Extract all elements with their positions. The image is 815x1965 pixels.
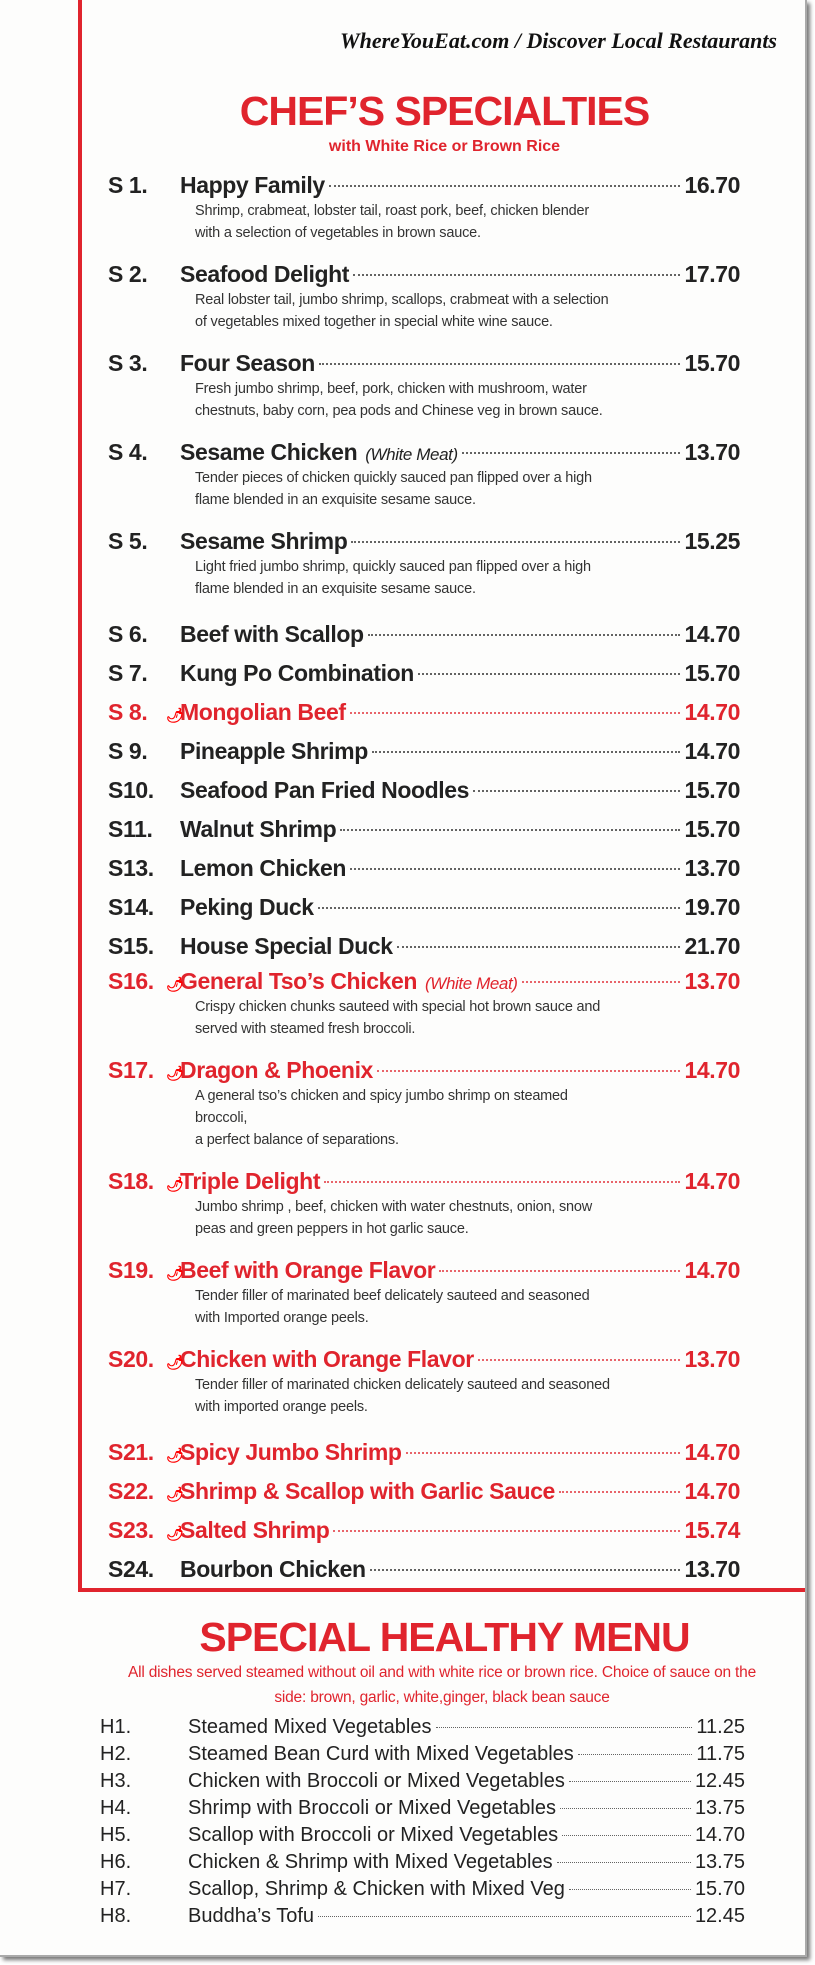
item-name: Happy Family [180, 172, 325, 198]
item-description: Shrimp, crabmeat, lobster tail, roast pork, beef, chicken blender [195, 203, 589, 219]
chefs-specialties-title: CHEF’S SPECIALTIES [239, 88, 650, 134]
item-price: 13.70 [684, 1346, 740, 1372]
item-description: with imported orange peels. [195, 1399, 368, 1415]
menu-item [108, 259, 740, 333]
menu-item [108, 927, 740, 966]
dot-leader [333, 1530, 680, 1532]
item-number: S21. [108, 1439, 154, 1465]
menu-item [108, 654, 740, 693]
item-description: Fresh jumbo shrimp, beef, pork, chicken with mushroom, water [195, 381, 587, 397]
item-description: Tender filler of marinated beef delicately sauteed and seasoned [195, 1288, 590, 1304]
dot-leader [353, 274, 680, 276]
healthy-menu-item [100, 1768, 745, 1795]
healthy-menu-item [100, 1795, 745, 1822]
item-price: 13.75 [694, 1797, 745, 1819]
item-price: 11.25 [696, 1716, 745, 1738]
menu-item [108, 437, 740, 511]
item-number: S24. [108, 1556, 154, 1582]
item-name: Bourbon Chicken [180, 1556, 366, 1582]
item-description: with a selection of vegetables in brown sauce. [195, 225, 481, 241]
item-name: Beef with Orange Flavor [180, 1257, 436, 1283]
item-number: H7. [100, 1878, 132, 1900]
menu-item [108, 1166, 740, 1240]
item-name: Chicken & Shrimp with Mixed Vegetables [188, 1851, 553, 1873]
item-note: (White Meat) [365, 445, 458, 464]
menu-item-row [108, 810, 740, 849]
dot-leader [397, 946, 681, 948]
spicy-pepper-icon: 🌶 [166, 976, 184, 992]
item-price: 13.75 [694, 1851, 745, 1873]
item-name: Steamed Bean Curd with Mixed Vegetables [188, 1743, 574, 1765]
item-description: broccoli, [195, 1110, 248, 1126]
item-description: of vegetables mixed together in special white wine sauce. [195, 314, 553, 330]
item-number: S 1. [108, 172, 148, 198]
item-name: General Tso’s Chicken [180, 968, 418, 994]
menu-item [108, 615, 740, 654]
spicy-pepper-icon: 🌶 [166, 1065, 184, 1081]
healthy-menu-item [100, 1822, 745, 1849]
menu-item-row [108, 1433, 740, 1472]
item-number: S 9. [108, 738, 148, 764]
menu-item-row [108, 437, 740, 467]
item-price: 15.25 [684, 528, 740, 554]
item-number: S10. [108, 777, 154, 803]
item-name: Walnut Shrimp [180, 816, 337, 842]
item-price: 14.70 [684, 1478, 740, 1504]
dot-leader [562, 1835, 691, 1836]
item-number: S22. [108, 1478, 154, 1504]
spicy-pepper-icon: 🌶 [166, 1176, 184, 1192]
menu-item [108, 888, 740, 927]
item-price: 12.45 [694, 1905, 745, 1927]
menu-item [108, 732, 740, 771]
menu-item-row [108, 1550, 740, 1589]
menu-item-row [108, 888, 740, 927]
item-price: 13.70 [684, 968, 740, 994]
menu-item-row [108, 526, 740, 556]
menu-item [108, 849, 740, 888]
item-name: Beef with Scallop [180, 621, 364, 647]
menu-item-row [108, 771, 740, 810]
healthy-menu-title: SPECIAL HEALTHY MENU [199, 1614, 690, 1660]
item-price: 21.70 [684, 933, 740, 959]
item-name: Sesame Shrimp [180, 528, 348, 554]
item-name: Chicken with Orange Flavor [180, 1346, 474, 1372]
menu-item-row [108, 966, 740, 996]
dot-leader [418, 673, 681, 675]
item-price: 15.70 [694, 1878, 745, 1900]
dot-leader [372, 751, 681, 753]
menu-item [108, 1055, 740, 1151]
menu-item [108, 1511, 740, 1550]
item-number: H6. [100, 1851, 132, 1873]
spicy-pepper-icon: 🌶 [166, 1447, 184, 1463]
dot-leader [406, 1452, 681, 1454]
item-number: S14. [108, 894, 154, 920]
item-name: Peking Duck [180, 894, 314, 920]
item-description: Tender pieces of chicken quickly sauced pan flipped over a high [195, 470, 592, 486]
red-border-left [78, 0, 82, 1592]
item-price: 14.70 [684, 699, 740, 725]
item-name: House Special Duck [180, 933, 393, 959]
dot-leader [559, 1491, 680, 1493]
item-number: S15. [108, 933, 154, 959]
item-number: S 2. [108, 261, 148, 287]
item-number: S16. [108, 968, 154, 994]
item-number: H1. [100, 1716, 132, 1738]
menu-item [108, 810, 740, 849]
item-price: 11.75 [696, 1743, 745, 1765]
dot-leader [368, 634, 681, 636]
dot-leader [436, 1727, 693, 1728]
menu-item-row [108, 732, 740, 771]
item-price: 15.70 [684, 350, 740, 376]
item-number: S 7. [108, 660, 148, 686]
menu-item [108, 170, 740, 244]
item-price: 16.70 [684, 172, 740, 198]
item-number: S13. [108, 855, 154, 881]
dot-leader [350, 868, 680, 870]
item-number: H5. [100, 1824, 132, 1846]
healthy-menu-item [100, 1849, 745, 1876]
item-number: S20. [108, 1346, 154, 1372]
dot-leader [319, 363, 681, 365]
item-note: (White Meat) [425, 974, 518, 993]
dot-leader [478, 1359, 681, 1361]
item-price: 15.70 [684, 777, 740, 803]
dot-leader [569, 1781, 691, 1782]
spicy-pepper-icon: 🌶 [166, 1265, 184, 1281]
site-banner: WhereYouEat.com / Discover Local Restaurants [340, 28, 777, 53]
item-description: served with steamed fresh broccoli. [195, 1021, 416, 1037]
item-number: S19. [108, 1257, 154, 1283]
item-price: 14.70 [684, 1057, 740, 1083]
item-name: Scallop with Broccoli or Mixed Vegetables [188, 1824, 559, 1846]
spicy-pepper-icon: 🌶 [166, 1486, 184, 1502]
item-price: 13.70 [684, 855, 740, 881]
item-number: S 5. [108, 528, 148, 554]
item-name: Sesame Chicken [180, 439, 358, 465]
menu-item-row [108, 1472, 740, 1511]
dot-leader [350, 712, 681, 714]
item-name: Dragon & Phoenix [180, 1057, 373, 1083]
item-name: Shrimp & Scallop with Garlic Sauce [180, 1478, 555, 1504]
menu-item-row [108, 348, 740, 378]
healthy-menu-item [100, 1876, 745, 1903]
item-price: 14.70 [694, 1824, 745, 1846]
dot-leader [329, 185, 681, 187]
item-description: Light fried jumbo shrimp, quickly sauced pan flipped over a high [195, 559, 591, 575]
item-price: 14.70 [684, 621, 740, 647]
spicy-pepper-icon: 🌶 [166, 707, 184, 723]
item-name: Four Season [180, 350, 315, 376]
item-number: S23. [108, 1517, 154, 1543]
item-name: Scallop, Shrimp & Chicken with Mixed Veg [188, 1878, 565, 1900]
item-name: Triple Delight [180, 1168, 321, 1194]
item-price: 15.70 [684, 816, 740, 842]
item-name: Pineapple Shrimp [180, 738, 368, 764]
dot-leader [560, 1808, 691, 1809]
item-description: Jumbo shrimp , beef, chicken with water chestnuts, onion, snow [195, 1199, 593, 1215]
spicy-pepper-icon: 🌶 [166, 1525, 184, 1541]
dot-leader [324, 1181, 680, 1183]
dot-leader [351, 541, 680, 543]
item-price: 13.70 [684, 439, 740, 465]
item-price: 13.70 [684, 1556, 740, 1582]
item-description: Tender filler of marinated chicken delicately sauteed and seasoned [195, 1377, 610, 1393]
dot-leader [439, 1270, 680, 1272]
dot-leader [578, 1754, 693, 1755]
healthy-menu-subtitle: All dishes served steamed without oil and with white rice or brown rice. Choice of sauce on the side: brown, garlic, white,ginger, black bean sauce [127, 1664, 757, 1706]
item-description: chestnuts, baby corn, pea pods and Chinese veg in brown sauce. [195, 403, 603, 419]
item-price: 14.70 [684, 1168, 740, 1194]
item-price: 14.70 [684, 1257, 740, 1283]
menu-item-row [108, 654, 740, 693]
menu-item-row [108, 1055, 740, 1085]
item-name: Buddha’s Tofu [188, 1905, 315, 1927]
menu-item [108, 693, 740, 732]
item-name: Salted Shrimp [180, 1517, 330, 1543]
item-price: 14.70 [684, 738, 740, 764]
item-description: flame blended in an exquisite sesame sauce. [195, 581, 476, 597]
item-name: Shrimp with Broccoli or Mixed Vegetables [188, 1797, 556, 1819]
dot-leader [318, 1916, 691, 1917]
menu-item-row [108, 259, 740, 289]
menu-item-row [108, 170, 740, 200]
item-price: 19.70 [684, 894, 740, 920]
item-number: S 6. [108, 621, 148, 647]
menu-item-row [108, 849, 740, 888]
item-description: with Imported orange peels. [195, 1310, 369, 1326]
item-description: a perfect balance of separations. [195, 1132, 399, 1148]
dot-leader [318, 907, 681, 909]
item-number: S17. [108, 1057, 154, 1083]
item-number: S11. [108, 816, 153, 842]
menu-item-row [108, 693, 740, 732]
dot-leader [377, 1070, 680, 1072]
item-name: Kung Po Combination [180, 660, 414, 686]
menu-item-row [108, 927, 740, 966]
menu-item [108, 1550, 740, 1589]
spicy-pepper-icon: 🌶 [166, 1354, 184, 1370]
item-price: 15.74 [684, 1517, 740, 1543]
dot-leader [557, 1862, 691, 1863]
item-description: A general tso’s chicken and spicy jumbo shrimp on steamed [195, 1088, 568, 1104]
dot-leader [473, 790, 680, 792]
item-number: S 3. [108, 350, 148, 376]
item-description: peas and green peppers in hot garlic sauce. [195, 1221, 469, 1237]
menu-item [108, 771, 740, 810]
dot-leader [370, 1569, 681, 1571]
healthy-menu-item [100, 1714, 745, 1741]
menu-item [108, 1472, 740, 1511]
item-name: Spicy Jumbo Shrimp [180, 1439, 402, 1465]
menu-item-row [108, 1255, 740, 1285]
menu-item-row [108, 615, 740, 654]
healthy-menu-list [100, 1714, 745, 1930]
item-name: Lemon Chicken [180, 855, 347, 881]
dot-leader [462, 452, 681, 454]
item-name: Steamed Mixed Vegetables [188, 1716, 432, 1738]
item-number: S18. [108, 1168, 154, 1194]
dot-leader [569, 1889, 691, 1890]
item-name: Chicken with Broccoli or Mixed Vegetables [188, 1770, 565, 1792]
item-number: S 8. [108, 699, 148, 725]
item-description: Crispy chicken chunks sauteed with special hot brown sauce and [195, 999, 601, 1015]
item-name: Mongolian Beef [180, 699, 346, 725]
healthy-menu-item [100, 1903, 745, 1930]
healthy-menu-item [100, 1741, 745, 1768]
item-number: H4. [100, 1797, 132, 1819]
item-description: Real lobster tail, jumbo shrimp, scallops, crabmeat with a selection [195, 292, 609, 308]
menu-item-row [108, 1166, 740, 1196]
menu-item [108, 966, 740, 1040]
menu-item-row [108, 1511, 740, 1550]
menu-item [108, 348, 740, 422]
menu-item [108, 1344, 740, 1418]
item-name: Seafood Delight [180, 261, 350, 287]
menu-item [108, 1255, 740, 1329]
item-number: H2. [100, 1743, 132, 1765]
dot-leader [340, 829, 680, 831]
menu-item [108, 1433, 740, 1472]
item-name: Seafood Pan Fried Noodles [180, 777, 470, 803]
chefs-specialties-list [108, 170, 740, 1589]
chefs-specialties-subtitle: with White Rice or Brown Rice [328, 138, 561, 155]
item-number: S 4. [108, 439, 148, 465]
item-number: H3. [100, 1770, 132, 1792]
item-price: 15.70 [684, 660, 740, 686]
item-price: 17.70 [684, 261, 740, 287]
menu-item [108, 526, 740, 600]
item-price: 14.70 [684, 1439, 740, 1465]
dot-leader [522, 981, 681, 983]
menu-item-row [108, 1344, 740, 1374]
item-price: 12.45 [694, 1770, 745, 1792]
item-number: H8. [100, 1905, 132, 1927]
item-description: flame blended in an exquisite sesame sauce. [195, 492, 476, 508]
